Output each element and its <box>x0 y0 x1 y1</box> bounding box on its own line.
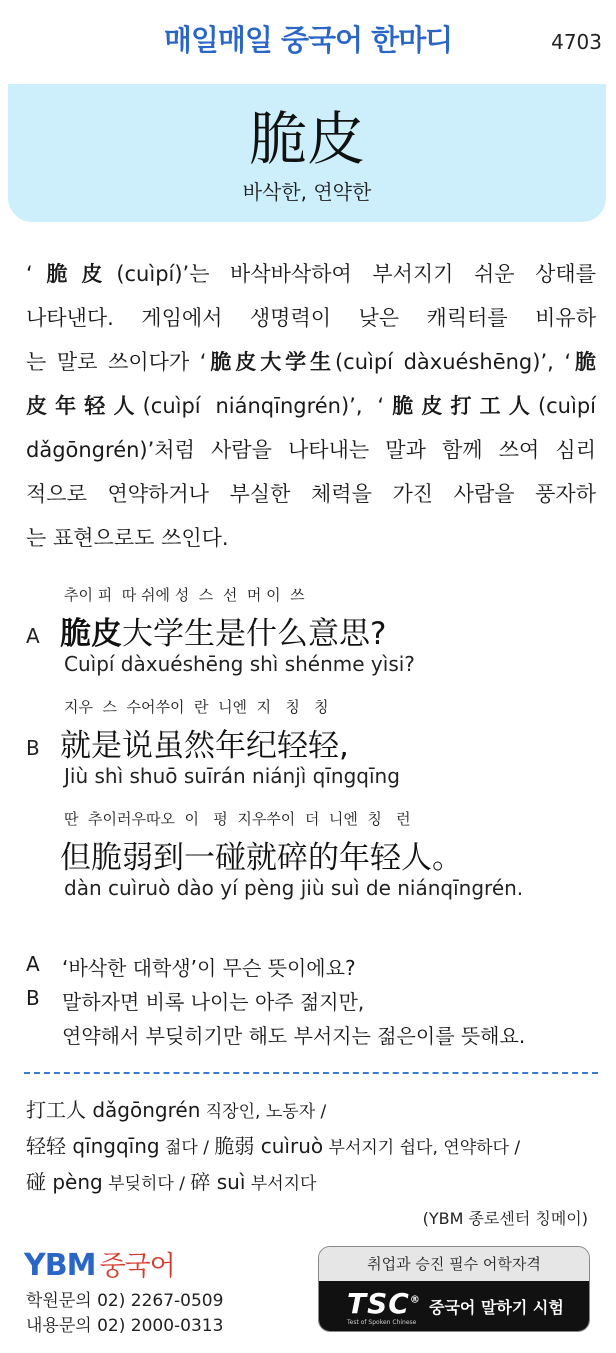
keyword: 脆皮 <box>60 616 122 652</box>
para-line: 나타낸다. 게임에서 생명력이 낮은 캐릭터를 비유하 <box>26 306 596 330</box>
tsc-label: 중국어 말하기 시험 <box>429 1298 564 1317</box>
translation-speaker-a: A <box>26 952 40 976</box>
ybm-logo: YBM 중국어 <box>24 1248 175 1283</box>
issue-number: 4703 <box>551 30 602 54</box>
ruby-b1: 지우 스 수어쑤이 란 니엔 지 칭 칭 <box>64 698 329 716</box>
vocab-line-1 <box>26 1094 326 1123</box>
keyword: 脆皮 <box>32 262 117 286</box>
vocab-word: 打工人 dǎgōngrén <box>26 1098 201 1122</box>
keyword: 脆皮大学生 <box>206 350 335 374</box>
vocab-meaning: 직장인, 노동자 / <box>200 1102 327 1122</box>
tsc-logo: TSC® <box>347 1287 421 1320</box>
vocab-meaning: 부서지기 쉽다, 연약하다 / <box>323 1138 521 1158</box>
para-line: 는 표현으로도 쓰인다. <box>26 526 229 550</box>
vocab-meaning: 젊다 / <box>159 1138 215 1158</box>
speaker-a: A <box>26 624 40 648</box>
translation-speaker-b: B <box>26 986 40 1010</box>
vocab-word: 碰 pèng <box>26 1170 103 1194</box>
vocab-meaning: 부서지다 <box>245 1174 317 1194</box>
keyword: 脆皮打工人 <box>384 394 538 418</box>
tsc-fine-print: Test of Spoken Chinese <box>347 1319 417 1326</box>
translation-a: ‘바삭한 대학생’이 무슨 뜻이에요? <box>62 956 356 980</box>
header-title: 매일매일 중국어 한마디 <box>163 23 453 57</box>
chinese-line-b2: 但脆弱到一碰就碎的年轻人。 <box>60 840 463 876</box>
contact-content: 내용문의 02) 2000-0313 <box>26 1316 224 1336</box>
vocab-word: 脆弱 cuìruò <box>214 1134 324 1158</box>
hero-meaning: 바삭한, 연약한 <box>242 180 372 204</box>
pinyin-b2: dàn cuìruò dào yí pèng jiù suì de niánqīngrén. <box>64 876 524 900</box>
para-line: 적으로 연약하거나 부실한 체력을 가진 사람을 풍자하 <box>26 482 596 506</box>
ruby-b2: 딴 추이러우따오 이 펑 지우쑤이 더 니엔 칭 런 <box>64 810 411 828</box>
para-line: 皮年轻人(cuìpí niánqīngrén)’, ‘脆皮打工人(cuìpí <box>26 394 596 418</box>
tsc-bar <box>319 1281 589 1331</box>
para-line: dǎgōngrén)’처럼 사람을 나타내는 말과 함께 쓰여 심리 <box>26 438 596 462</box>
keyword: 皮年轻人 <box>26 394 143 418</box>
vocab-line-3 <box>26 1166 316 1195</box>
keyword: 脆 <box>571 350 596 374</box>
vocab-word: 轻轻 qīngqīng <box>26 1134 160 1158</box>
para-line: ‘脆皮(cuìpí)’는 바삭바삭하여 부서지기 쉬운 상태를 <box>26 262 596 286</box>
para-line: 는 말로 쓰이다가 ‘脆皮大学生(cuìpí dàxuéshēng)’, ‘脆 <box>26 350 596 374</box>
speaker-b: B <box>26 736 40 760</box>
vocab-line-2 <box>26 1130 520 1159</box>
ruby-a: 추이 피 따 쉬에 성 스 선 머 이 쓰 <box>64 586 305 604</box>
pinyin-a: Cuìpí dàxuéshēng shì shénme yìsi? <box>64 652 415 676</box>
tsc-tagline: 취업과 승진 필수 어학자격 <box>319 1247 589 1281</box>
explanation-paragraph <box>26 252 596 560</box>
tsc-banner <box>318 1246 590 1332</box>
pinyin-b1: Jiù shì shuō suīrán niánjì qīngqīng <box>64 764 400 788</box>
author-credit: (YBM 종로센터 칭메이) <box>422 1209 588 1228</box>
hero-banner <box>8 84 606 222</box>
vocab-word: 碎 suì <box>190 1170 246 1194</box>
chinese-line-b1: 就是说虽然年纪轻轻, <box>60 728 349 764</box>
hero-word: 脆皮 <box>248 105 365 173</box>
contact-academy: 학원문의 02) 2267-0509 <box>26 1291 224 1311</box>
chinese-line-a: 脆皮大学生是什么意思? <box>60 616 387 652</box>
translation-b-line1: 말하자면 비록 나이는 아주 젊지만, <box>62 990 365 1014</box>
translation-b-line2: 연약해서 부딪히기만 해도 부서지는 젊은이를 뜻해요. <box>62 1024 526 1048</box>
vocab-meaning: 부딪히다 / <box>102 1174 191 1194</box>
dashed-divider <box>24 1072 598 1074</box>
